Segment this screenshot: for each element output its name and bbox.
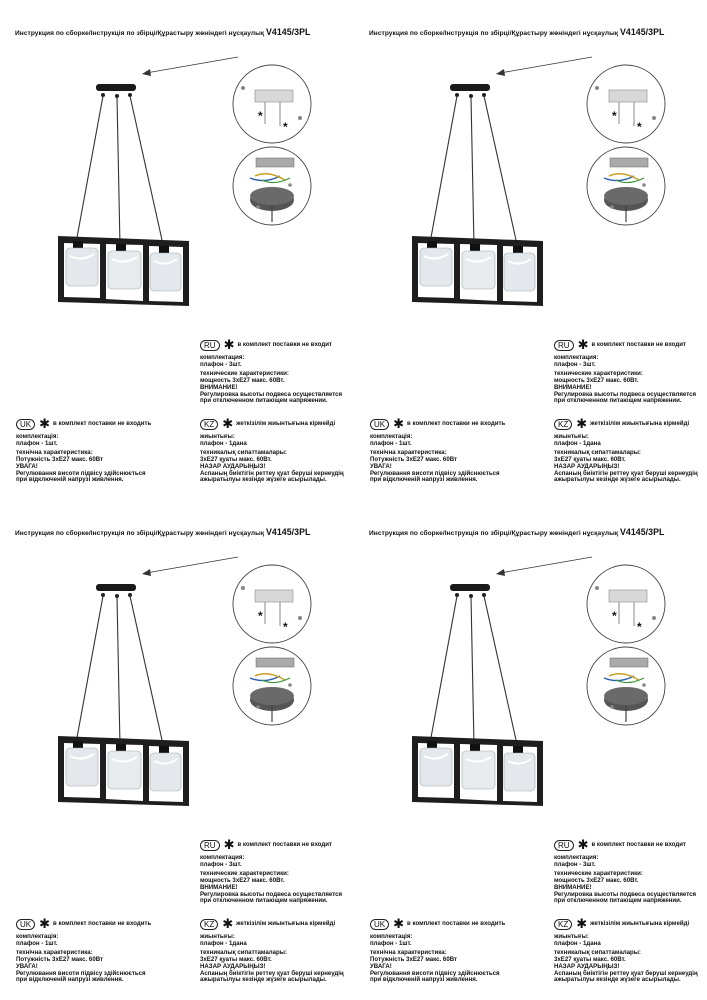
kz-line: 3xE27 қуаты макс. 60Вт. — [200, 956, 272, 964]
instruction-sheet-top-right — [354, 0, 707, 500]
kz-line: НАЗАР АУДАРЫҢЫЗ! — [554, 462, 620, 470]
svg-text:*: * — [637, 120, 642, 134]
ru-line: технические характеристики: — [200, 370, 289, 378]
instruction-sheet-top-left — [0, 0, 353, 500]
asterisk-icon: ✱ — [576, 416, 588, 431]
uk-note: в комплект поставки не входить — [407, 919, 506, 927]
uk-line: комплектація: — [16, 933, 59, 940]
uk-line: Потужність 3xE27 макс. 60Вт — [370, 456, 458, 464]
kz-badge: KZ — [200, 919, 218, 930]
uk-line: Потужність 3xE27 макс. 60Вт — [16, 956, 104, 964]
kz-info-block — [200, 918, 344, 984]
ru-line: комплектация: — [200, 354, 245, 361]
svg-text:*: * — [612, 109, 617, 123]
instruction-sheet-bottom-right — [354, 500, 707, 1000]
ru-line: плафон - 3шт. — [554, 860, 596, 868]
ru-note: в комплект поставки не входит — [591, 340, 686, 348]
ru-note: в комплект поставки не входит — [237, 840, 332, 848]
kz-line: НАЗАР АУДАРЫҢЫЗ! — [554, 962, 620, 970]
uk-line: плафон - 1шт. — [370, 439, 412, 447]
kz-info-block — [554, 418, 698, 484]
kz-line: техникалық сипаттамалары: — [554, 949, 641, 957]
ru-line: мощность 3xE27 макс. 60Вт. — [554, 877, 639, 885]
title-text: Инструкция по сборке/Інструкція по збірці/Құрастыру жөніндегі нұсқаулық — [15, 30, 265, 37]
kz-line: плафон - 1дана — [554, 939, 601, 947]
ru-note: в комплект поставки не входит — [237, 340, 332, 348]
ru-line: технические характеристики: — [554, 370, 643, 378]
uk-badge: UK — [16, 419, 35, 430]
ru-line: Регулировка высоты подвеса осуществляется — [200, 890, 343, 898]
uk-line: УВАГА! — [370, 462, 392, 470]
uk-info-block — [370, 918, 505, 984]
uk-line: УВАГА! — [16, 462, 38, 470]
kz-line: Аспаның биіктігін реттеу қуат беруші кернеудің — [554, 969, 698, 977]
uk-line: Регулювання висоти підвісу здійснюється — [370, 469, 500, 477]
model-number: V4145/3PL — [620, 527, 665, 537]
uk-line: Регулювання висоти підвісу здійснюється — [16, 969, 146, 977]
uk-note: в комплект поставки не входить — [53, 919, 152, 927]
kz-note: жеткізілім жиынтығына кірмейді — [590, 419, 690, 427]
instruction-sheet-bottom-left — [0, 500, 353, 1000]
ru-line: технические характеристики: — [554, 870, 643, 878]
ru-line: мощность 3xE27 макс. 60Вт. — [554, 377, 639, 385]
svg-text:*: * — [283, 120, 288, 134]
ru-line: комплектация: — [554, 354, 599, 361]
ru-line: ВНИМАНИЕ! — [554, 383, 592, 391]
asterisk-icon: ✱ — [393, 416, 405, 431]
uk-line: технічна характеристика: — [370, 449, 447, 457]
kz-line: Аспаның биіктігін реттеу қуат беруші кернеудің — [200, 969, 344, 977]
ru-line: при отключенном питающем напряжении. — [554, 397, 682, 405]
ru-line: Регулировка высоты подвеса осуществляется — [554, 390, 697, 398]
uk-info-block — [16, 918, 151, 984]
kz-line: жиынтығы: — [200, 433, 235, 440]
kz-line: ажыратылуы кезінде жүзеге асырылады. — [200, 476, 327, 484]
ru-line: мощность 3xE27 макс. 60Вт. — [200, 377, 285, 385]
ru-line: технические характеристики: — [200, 870, 289, 878]
kz-note: жеткізілім жиынтығына кірмейді — [236, 419, 336, 427]
ru-info-block — [554, 839, 696, 905]
kz-line: техникалық сипаттамалары: — [200, 949, 287, 957]
kz-line: ажыратылуы кезінде жүзеге асырылады. — [200, 976, 327, 984]
kz-line: НАЗАР АУДАРЫҢЫЗ! — [200, 962, 266, 970]
asterisk-icon: ✱ — [39, 916, 51, 931]
ru-line: ВНИМАНИЕ! — [554, 883, 592, 891]
svg-text:*: * — [612, 609, 617, 623]
ru-line: мощность 3xE27 макс. 60Вт. — [200, 877, 285, 885]
uk-badge: UK — [16, 919, 35, 930]
kz-line: ажыратылуы кезінде жүзеге асырылады. — [554, 976, 681, 984]
kz-line: 3xE27 қуаты макс. 60Вт. — [200, 456, 272, 464]
kz-badge: KZ — [554, 919, 572, 930]
uk-info-block — [16, 418, 151, 484]
asterisk-icon: ✱ — [577, 337, 589, 352]
uk-line: комплектація: — [16, 433, 59, 440]
uk-line: Регулювання висоти підвісу здійснюється — [370, 969, 500, 977]
ru-line: при отключенном питающем напряжении. — [200, 397, 328, 405]
ru-line: плафон - 3шт. — [200, 860, 242, 868]
kz-badge: KZ — [200, 419, 218, 430]
ru-line: Регулировка высоты подвеса осуществляется — [554, 890, 697, 898]
ru-badge: RU — [554, 340, 574, 351]
kz-badge: KZ — [554, 419, 572, 430]
kz-line: жиынтығы: — [554, 933, 589, 940]
ru-line: комплектация: — [554, 854, 599, 861]
uk-line: УВАГА! — [370, 962, 392, 970]
svg-text:*: * — [258, 109, 263, 123]
uk-line: при відключеній напрузі живлення. — [16, 476, 124, 484]
uk-line: при відключеній напрузі живлення. — [370, 476, 478, 484]
svg-text:*: * — [637, 620, 642, 634]
uk-line: Потужність 3xE27 макс. 60Вт — [370, 956, 458, 964]
ru-note: в комплект поставки не входит — [591, 840, 686, 848]
kz-note: жеткізілім жиынтығына кірмейді — [236, 919, 336, 927]
ru-badge: RU — [554, 840, 574, 851]
uk-line: технічна характеристика: — [16, 449, 93, 457]
uk-line: при відключеній напрузі живлення. — [16, 976, 124, 984]
ru-line: комплектация: — [200, 854, 245, 861]
kz-line: плафон - 1дана — [200, 439, 247, 447]
ru-info-block — [200, 839, 342, 905]
kz-line: Аспаның биіктігін реттеу қуат беруші кернеудің — [554, 469, 698, 477]
kz-line: плафон - 1дана — [554, 439, 601, 447]
kz-info-block — [554, 918, 698, 984]
ru-line: ВНИМАНИЕ! — [200, 383, 238, 391]
kz-info-block — [200, 418, 344, 484]
asterisk-icon: ✱ — [577, 837, 589, 852]
uk-line: при відключеній напрузі живлення. — [370, 976, 478, 984]
ru-line: при отключенном питающем напряжении. — [554, 897, 682, 905]
model-number: V4145/3PL — [266, 27, 311, 37]
uk-line: комплектація: — [370, 433, 413, 440]
asterisk-icon: ✱ — [393, 916, 405, 931]
uk-line: технічна характеристика: — [16, 949, 93, 957]
asterisk-icon: ✱ — [222, 916, 234, 931]
kz-line: ажыратылуы кезінде жүзеге асырылады. — [554, 476, 681, 484]
ru-info-block — [554, 339, 696, 405]
kz-line: техникалық сипаттамалары: — [200, 449, 287, 457]
kz-note: жеткізілім жиынтығына кірмейді — [590, 919, 690, 927]
asterisk-icon: ✱ — [223, 837, 235, 852]
uk-badge: UK — [370, 919, 389, 930]
kz-line: Аспаның биіктігін реттеу қуат беруші кернеудің — [200, 469, 344, 477]
asterisk-icon: ✱ — [39, 416, 51, 431]
uk-line: технічна характеристика: — [370, 949, 447, 957]
title-text: Инструкция по сборке/Інструкція по збірці/Құрастыру жөніндегі нұсқаулық — [15, 530, 265, 537]
ru-line: при отключенном питающем напряжении. — [200, 897, 328, 905]
uk-line: УВАГА! — [16, 962, 38, 970]
asterisk-icon: ✱ — [223, 337, 235, 352]
kz-line: жиынтығы: — [554, 433, 589, 440]
uk-badge: UK — [370, 419, 389, 430]
uk-line: Регулювання висоти підвісу здійснюється — [16, 469, 146, 477]
uk-line: комплектація: — [370, 933, 413, 940]
title-text: Инструкция по сборке/Інструкція по збірці/Құрастыру жөніндегі нұсқаулық — [369, 530, 619, 537]
ru-line: плафон - 3шт. — [200, 360, 242, 368]
asterisk-icon: ✱ — [222, 416, 234, 431]
uk-info-block — [370, 418, 505, 484]
kz-line: 3xE27 қуаты макс. 60Вт. — [554, 456, 626, 464]
kz-line: плафон - 1дана — [200, 939, 247, 947]
ru-badge: RU — [200, 840, 220, 851]
uk-note: в комплект поставки не входить — [407, 419, 506, 427]
kz-line: жиынтығы: — [200, 933, 235, 940]
title-text: Инструкция по сборке/Інструкція по збірці/Құрастыру жөніндегі нұсқаулық — [369, 30, 619, 37]
model-number: V4145/3PL — [266, 527, 311, 537]
svg-text:*: * — [258, 609, 263, 623]
uk-line: плафон - 1шт. — [16, 939, 58, 947]
model-number: V4145/3PL — [620, 27, 665, 37]
uk-line: плафон - 1шт. — [16, 439, 58, 447]
ru-line: Регулировка высоты подвеса осуществляется — [200, 390, 343, 398]
ru-info-block — [200, 339, 342, 405]
uk-line: плафон - 1шт. — [370, 939, 412, 947]
svg-text:*: * — [283, 620, 288, 634]
ru-badge: RU — [200, 340, 220, 351]
uk-note: в комплект поставки не входить — [53, 419, 152, 427]
kz-line: НАЗАР АУДАРЫҢЫЗ! — [200, 462, 266, 470]
kz-line: техникалық сипаттамалары: — [554, 449, 641, 457]
ru-line: плафон - 3шт. — [554, 360, 596, 368]
kz-line: 3xE27 қуаты макс. 60Вт. — [554, 956, 626, 964]
asterisk-icon: ✱ — [576, 916, 588, 931]
uk-line: Потужність 3xE27 макс. 60Вт — [16, 456, 104, 464]
ru-line: ВНИМАНИЕ! — [200, 883, 238, 891]
